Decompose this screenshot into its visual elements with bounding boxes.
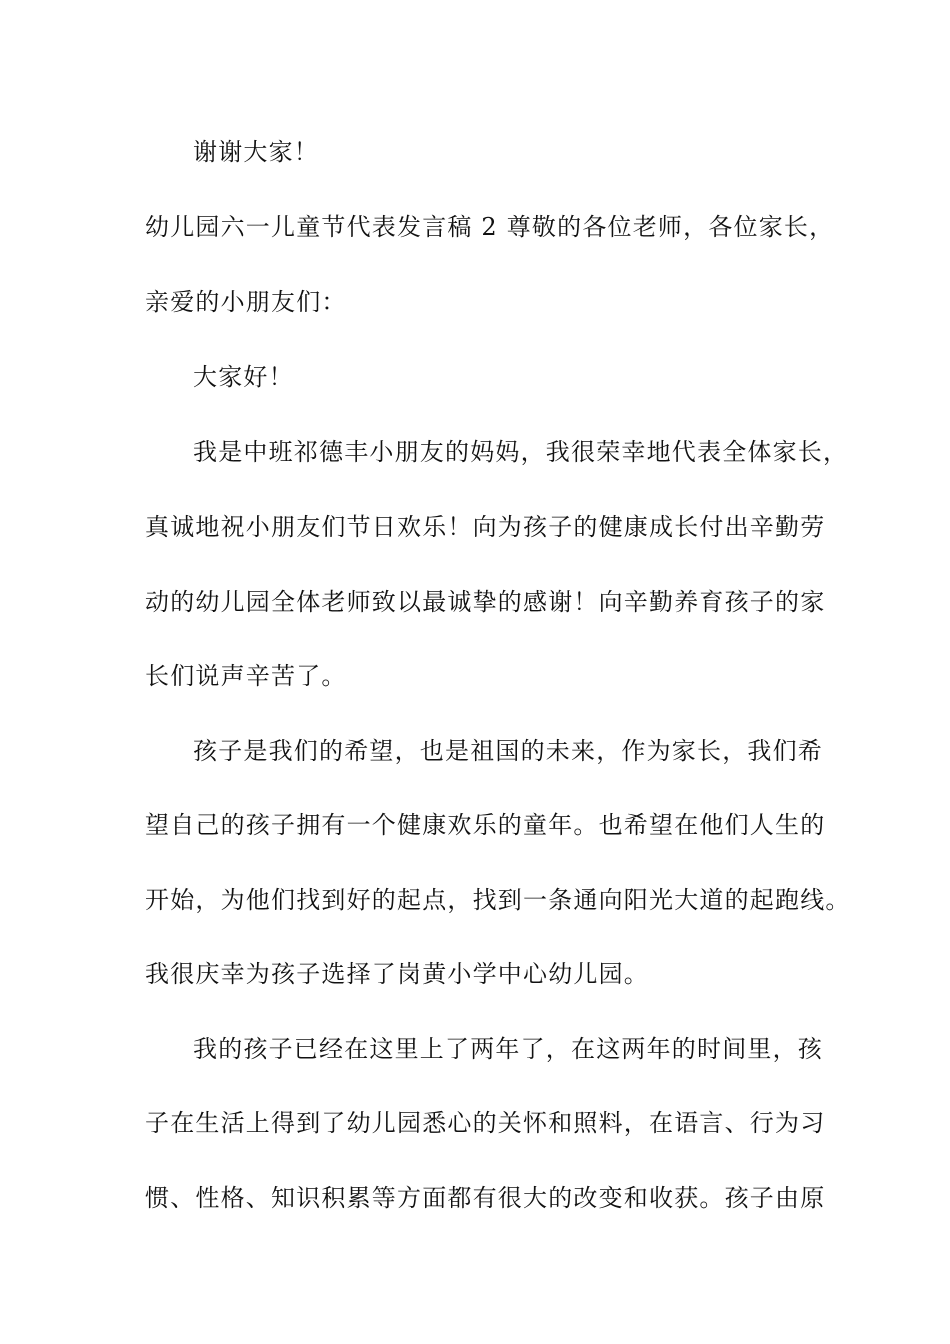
text-line: 惯、性格、知识积累等方面都有很大的改变和收获。孩子由原 bbox=[145, 1184, 826, 1212]
text-line: 开始，为他们找到好的起点，找到一条通向阳光大道的起跑线。 bbox=[145, 886, 851, 914]
text-line: 谢谢大家！ bbox=[193, 138, 319, 166]
text-line: 真诚地祝小朋友们节日欢乐！向为孩子的健康成长付出辛勤劳 bbox=[145, 513, 826, 541]
text-line: 子在生活上得到了幼儿园悉心的关怀和照料，在语言、行为习 bbox=[145, 1109, 826, 1137]
text-line: 动的幼儿园全体老师致以最诚挚的感谢！向辛勤养育孩子的家 bbox=[145, 588, 826, 616]
text-line: 孩子是我们的希望，也是祖国的未来，作为家长，我们希 bbox=[193, 737, 823, 765]
text-line: 我很庆幸为孩子选择了岗黄小学中心幼儿园。 bbox=[145, 960, 649, 988]
text-line: 亲爱的小朋友们： bbox=[145, 288, 347, 316]
text-line: 望自己的孩子拥有一个健康欢乐的童年。也希望在他们人生的 bbox=[145, 811, 826, 839]
text-line: 我是中班祁德丰小朋友的妈妈，我很荣幸地代表全体家长， bbox=[193, 438, 849, 466]
text-line: 大家好！ bbox=[193, 363, 294, 391]
text-line: 长们说声辛苦了。 bbox=[145, 662, 347, 690]
text-line: 幼儿园六一儿童节代表发言稿 2 尊敬的各位老师，各位家长， bbox=[145, 213, 835, 241]
text-line: 我的孩子已经在这里上了两年了，在这两年的时间里，孩 bbox=[193, 1035, 823, 1063]
